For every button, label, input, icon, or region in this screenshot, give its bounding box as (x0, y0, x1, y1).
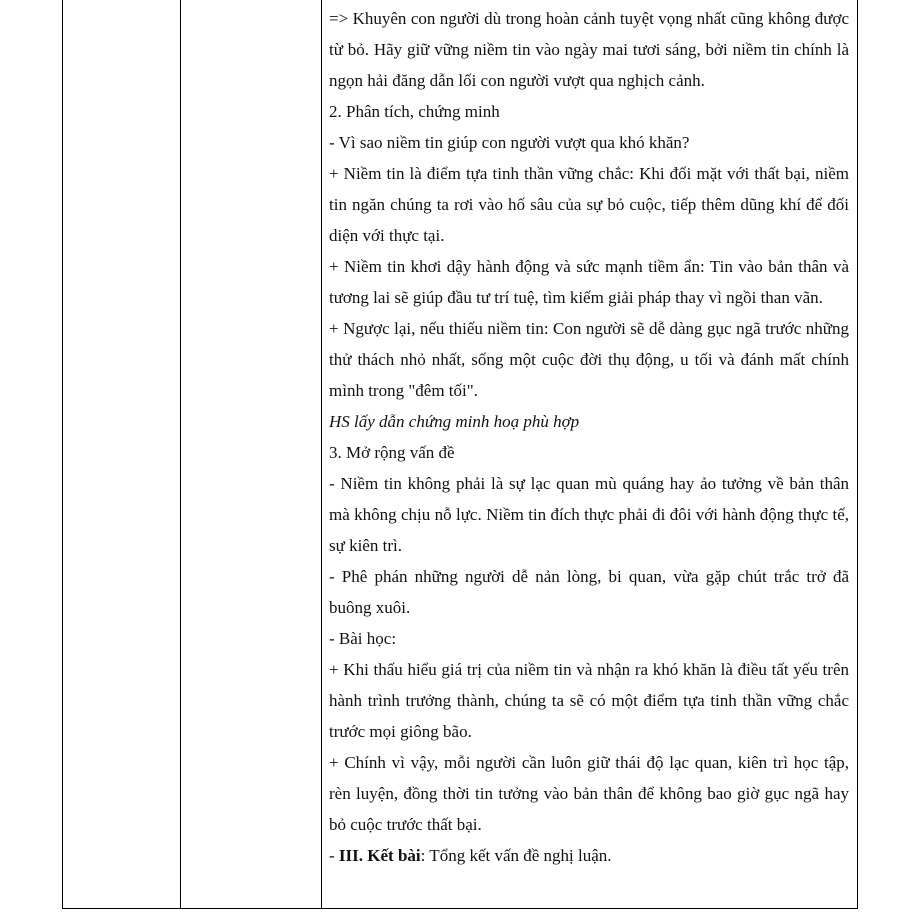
final-bold-heading: III. Kết bài (338, 846, 421, 865)
heading-analysis: 2. Phân tích, chứng minh (329, 102, 500, 121)
column-divider (180, 0, 181, 909)
heading-expand: 3. Mở rộng vấn đề (329, 443, 455, 462)
lesson-heading: - Bài học: (329, 629, 397, 648)
question-line: - Vì sao niềm tin giúp con người vượt qua khó khăn? (329, 133, 690, 152)
final-rest: : Tổng kết vấn đề nghị luận. (420, 846, 612, 865)
lesson-point-1: + Khi thấu hiểu giá trị của niềm tin và nhận ra khó khăn là điều tất yếu trên hành trình trưởng thành, chúng ta sẽ có một điểm tựa tinh thần vững chắc trước mọi giông bão. (329, 660, 849, 741)
point-action-power: + Niềm tin khơi dậy hành động và sức mạnh tiềm ẩn: Tin vào bản thân và tương lai sẽ giúp đầu tư trí tuệ, tìm kiếm giải pháp thay vì ngồi than vãn. (329, 257, 849, 307)
final-line (329, 840, 849, 871)
point-criticize: - Phê phán những người dễ nản lòng, bi quan, vừa gặp chút trắc trở đã buông xuôi. (329, 567, 849, 617)
point-lack-of-faith: + Ngược lại, nếu thiếu niềm tin: Con người sẽ dễ dàng gục ngã trước những thử thách nhỏ nhất, sống một cuộc đời thụ động, u tối và đánh mất chính mình trong "đêm tối". (329, 319, 849, 400)
lesson-point-2: + Chính vì vậy, mỗi người cần luôn giữ thái độ lạc quan, kiên trì học tập, rèn luyện, đồng thời tin tưởng vào bản thân để không bao giờ gục ngã hay bỏ cuộc trước thất bại. (329, 753, 849, 834)
column-divider (321, 0, 322, 909)
point-not-blind-optimism: - Niềm tin không phải là sự lạc quan mù quáng hay ảo tưởng về bản thân mà không chịu nỗ lực. Niềm tin đích thực phải đi đôi với hành động thực tế, sự kiên trì. (329, 474, 849, 555)
evidence-note: HS lấy dẫn chứng minh hoạ phù hợp (329, 412, 580, 431)
final-prefix: - (329, 846, 339, 865)
content-column (329, 3, 849, 871)
point-spiritual-support: + Niềm tin là điểm tựa tinh thần vững chắc: Khi đối mặt với thất bại, niềm tin ngăn chúng ta rơi vào hố sâu của sự bỏ cuộc, tiếp thêm dũng khí để đối diện với thực tại. (329, 164, 849, 245)
paragraph-conclusion-advice: => Khuyên con người dù trong hoàn cảnh tuyệt vọng nhất cũng không được từ bỏ. Hãy giữ vững niềm tin vào ngày mai tươi sáng, bởi niềm tin chính là ngọn hải đăng dẫn lối con người vượt qua nghịch cảnh. (329, 9, 849, 90)
